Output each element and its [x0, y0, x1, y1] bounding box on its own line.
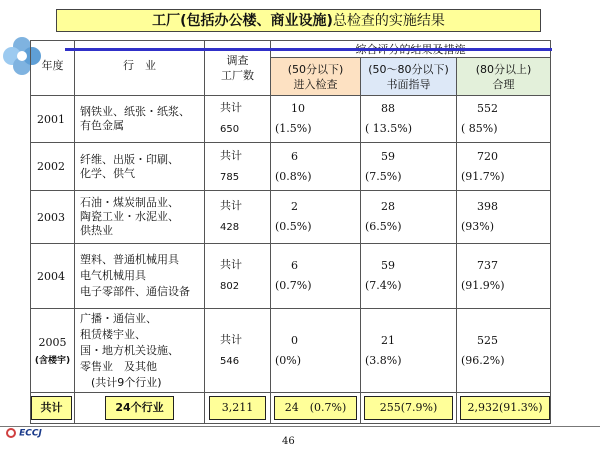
- industry-line: 化学、供气: [80, 166, 135, 180]
- count-label: 共计: [220, 332, 242, 346]
- count-label: 共计: [220, 101, 242, 114]
- industry-line: 租赁楼宇业、: [80, 327, 146, 341]
- inspection-cell: [271, 309, 361, 393]
- year-cell: 2003: [31, 191, 75, 244]
- percent: (0%): [275, 353, 302, 367]
- inspection-cell: [271, 191, 361, 244]
- header-written-guidance: [361, 58, 457, 96]
- industry-line: 石油・煤炭制品业、: [80, 196, 179, 209]
- percent: ( 13.5%): [365, 122, 413, 135]
- table-row: [31, 191, 551, 244]
- year-cell: 2004: [31, 244, 75, 309]
- percent: (1.5%): [275, 122, 312, 135]
- inspection-cell: [271, 244, 361, 309]
- total-count: 3,211: [209, 396, 266, 420]
- count-label: 共计: [220, 258, 242, 271]
- header-count-line2: 工厂数: [221, 69, 254, 82]
- year-note: (含楼宇): [34, 355, 71, 366]
- guidance-cell: [361, 191, 457, 244]
- percent: ( 85%): [461, 122, 498, 135]
- header-reasonable: [457, 58, 551, 96]
- count-value: 785: [220, 171, 240, 183]
- header-reasonable-label: 合理: [492, 77, 515, 91]
- count-value: 428: [220, 222, 240, 233]
- value: 525: [477, 333, 498, 347]
- year-cell: 2002: [31, 143, 75, 191]
- industry-line: 电气机械用具: [80, 269, 146, 282]
- industry-cell: [75, 191, 205, 244]
- eccj-logo-icon: [6, 428, 16, 438]
- total-industries: 24个行业: [105, 396, 174, 420]
- value: 59: [381, 259, 395, 272]
- percent: (6.5%): [365, 220, 402, 233]
- industry-line: 陶瓷工业・水泥业、: [80, 210, 179, 223]
- table-row: [31, 96, 551, 143]
- count-label: 共计: [220, 148, 242, 162]
- title-rest: 总检查的实施结果: [332, 13, 445, 29]
- percent: (96.2%): [461, 353, 505, 367]
- count-cell: [205, 244, 271, 309]
- industry-line: 钢铁业、纸张・纸浆、: [80, 105, 190, 118]
- percent: (0.8%): [275, 169, 312, 183]
- percent: (7.4%): [365, 279, 402, 292]
- value: 6: [291, 259, 298, 272]
- guidance-cell: [361, 244, 457, 309]
- industry-line: 有色金属: [80, 119, 124, 132]
- header-inspection-label: 进入检查: [293, 77, 338, 91]
- value: 28: [381, 200, 395, 213]
- value: 21: [381, 333, 395, 347]
- table-row: [31, 143, 551, 191]
- count-label: 共计: [220, 199, 242, 212]
- header-inspection-range: (50分以下): [287, 62, 344, 76]
- value: 398: [477, 200, 498, 213]
- slide-title: [56, 9, 541, 32]
- industry-cell: [75, 309, 205, 393]
- reasonable-cell: [457, 143, 551, 191]
- results-table: [30, 40, 551, 424]
- reasonable-cell: [457, 244, 551, 309]
- count-cell: [205, 309, 271, 393]
- year-cell: [31, 309, 75, 393]
- guidance-cell: [361, 143, 457, 191]
- value: 720: [477, 149, 498, 163]
- value: 59: [381, 149, 395, 163]
- percent: (91.7%): [461, 169, 505, 183]
- count-cell: [205, 191, 271, 244]
- value: 88: [381, 102, 395, 115]
- year-value: 2005: [38, 335, 67, 349]
- industry-line: 电子零部件、通信设备: [80, 285, 190, 298]
- total-label: 共计: [31, 396, 72, 420]
- count-value: 650: [220, 124, 240, 135]
- percent: (91.9%): [461, 279, 505, 292]
- industry-line: 供热业: [80, 224, 113, 237]
- header-industry: 行 业: [75, 41, 205, 96]
- total-inspection: 24 (0.7%): [274, 396, 357, 420]
- count-value: 546: [220, 355, 240, 367]
- industry-line: 零售业 及其他: [80, 359, 157, 373]
- eccj-logo: [6, 428, 42, 439]
- value: 2: [291, 200, 298, 213]
- reasonable-cell: [457, 309, 551, 393]
- reasonable-cell: [457, 191, 551, 244]
- count-value: 802: [220, 281, 240, 292]
- count-cell: [205, 96, 271, 143]
- percent: (0.7%): [275, 279, 312, 292]
- header-guidance-range: (50～80分以下): [368, 62, 449, 76]
- value: 737: [477, 259, 498, 272]
- footer-divider: [0, 426, 600, 427]
- industry-line: 广播・通信业、: [80, 311, 157, 325]
- industry-line: 塑料、普通机械用具: [80, 253, 179, 266]
- inspection-cell: [271, 96, 361, 143]
- total-guidance: 255(7.9%): [364, 396, 453, 420]
- header-reasonable-range: (80分以上): [475, 62, 532, 76]
- percent: (3.8%): [365, 353, 402, 367]
- industry-line: (共计9个行业): [80, 375, 162, 389]
- page-number: 46: [282, 436, 295, 447]
- inspection-cell: [271, 143, 361, 191]
- table-row: [31, 309, 551, 393]
- header-guidance-label: 书面指导: [386, 77, 431, 91]
- header-inspection: [271, 58, 361, 96]
- industry-cell: [75, 244, 205, 309]
- industry-cell: [75, 96, 205, 143]
- value: 10: [291, 102, 305, 115]
- percent: (0.5%): [275, 220, 312, 233]
- title-bold: 工厂(包括办公楼、商业设施): [152, 13, 333, 29]
- table-row: [31, 244, 551, 309]
- value: 6: [291, 149, 298, 163]
- header-year: 年度: [31, 41, 75, 96]
- header-count-line1: 调查: [226, 54, 249, 67]
- year-cell: 2001: [31, 96, 75, 143]
- reasonable-cell: [457, 96, 551, 143]
- industry-line: 国・地方机关设施、: [80, 343, 179, 357]
- eccj-logo-text: ECCJ: [19, 428, 42, 439]
- percent: (7.5%): [365, 169, 402, 183]
- count-cell: [205, 143, 271, 191]
- percent: (93%): [461, 220, 495, 233]
- industry-cell: [75, 143, 205, 191]
- guidance-cell: [361, 96, 457, 143]
- value: 0: [291, 333, 298, 347]
- guidance-cell: [361, 309, 457, 393]
- total-row: [31, 393, 551, 424]
- industry-line: 纤维、出版・印刷、: [80, 152, 179, 166]
- header-accent-line: [65, 48, 552, 51]
- total-reasonable: 2,932(91.3%): [460, 396, 550, 420]
- value: 552: [477, 102, 498, 115]
